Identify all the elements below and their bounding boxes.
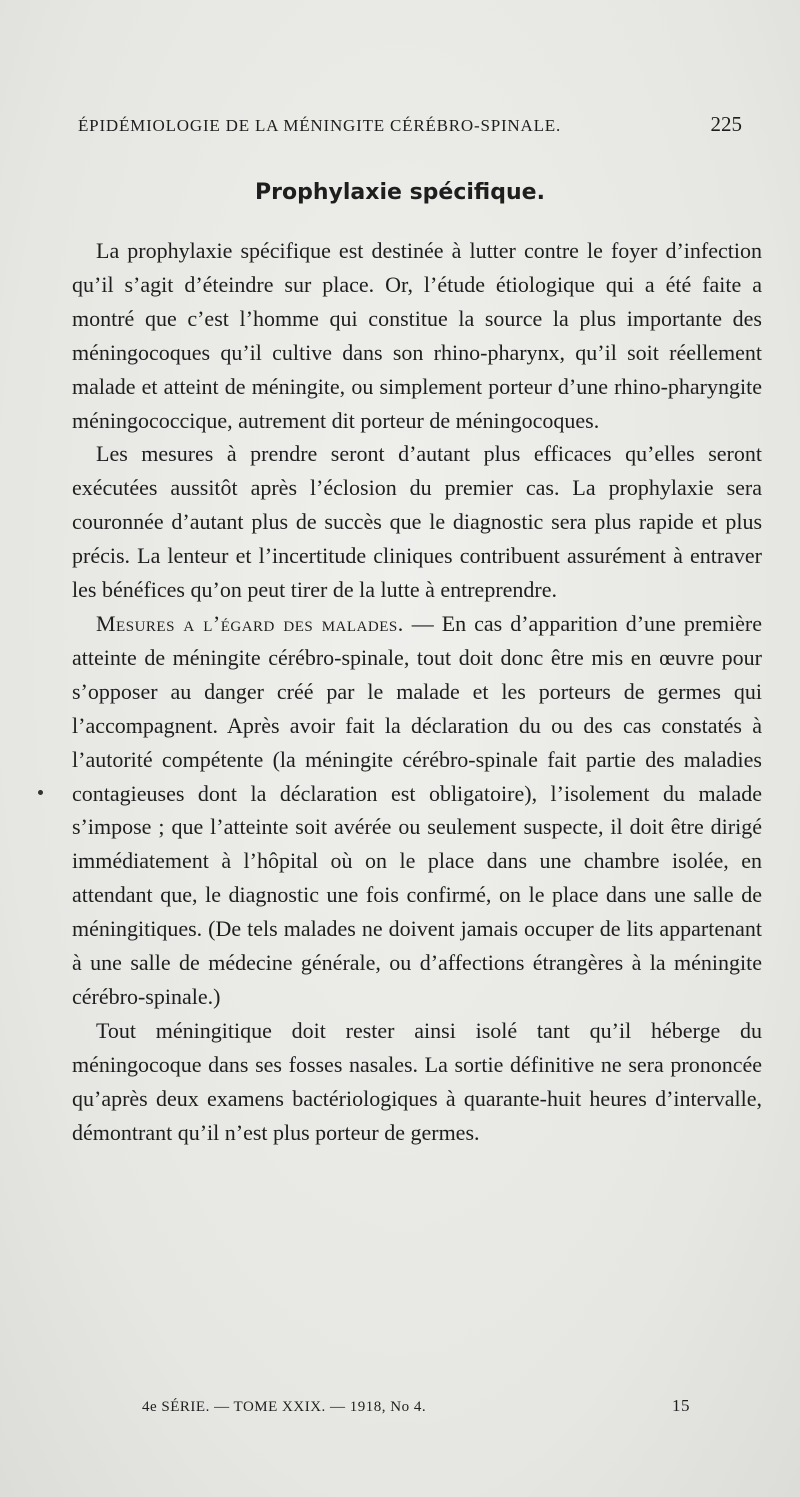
margin-dot bbox=[38, 790, 43, 795]
paragraph-3 bbox=[72, 607, 762, 1014]
paragraph-3-text: — En cas d’apparition d’une première atteinte de méningite cérébro-spinale, tout doit donc être mis en œuvre pour s’opposer au danger créé par le malade et les porteurs de germes qui l’accompagnent. Après avoir fait la déclaration du ou des cas constatés à l’autorité compétente (la méningite cérébro-spinale fait partie des maladies contagieuses dont la déclaration est obligatoire), l’isolement du malade s’impose ; que l’atteinte soit avérée ou seulement suspecte, il doit être dirigé immédiatement à l’hôpital où on le place dans une chambre isolée, en attendant que, le diagnostic une fois confirmé, on le place dans une salle de méningitiques. (De tels malades ne doivent jamais occuper de lits appartenant à une salle de médecine générale, ou d’affections étrangères à la méningite cérébro-spinale.) bbox=[72, 610, 762, 1009]
section-heading: Prophylaxie spécifique. bbox=[255, 180, 545, 205]
paragraph-3-lead: Mesures a l’égard des malades. bbox=[96, 610, 404, 636]
paragraph-2: Les mesures à prendre seront d’autant plus efficaces qu’elles seront exécutées aussitôt après l’éclosion du premier cas. La prophylaxie sera couronnée d’autant plus de succès que le diagnostic sera plus rapide et plus précis. La lenteur et l’incertitude cliniques contribuent assurément à entraver les bénéfices qu’on peut tirer de la lutte à entreprendre. bbox=[72, 441, 762, 603]
footer-signature: 4e SÉRIE. — TOME XXIX. — 1918, No 4. bbox=[142, 1399, 427, 1415]
page-footer bbox=[142, 1396, 690, 1416]
running-head-title: ÉPIDÉMIOLOGIE DE LA MÉNINGITE CÉRÉBRO-SPINALE. bbox=[78, 116, 562, 135]
page-number: 225 bbox=[710, 112, 742, 136]
footer-signature-number: 15 bbox=[672, 1396, 690, 1415]
body-text bbox=[72, 234, 762, 1149]
paragraph-1: La prophylaxie spécifique est destinée à lutter contre le foyer d’infection qu’il s’agit d’éteindre sur place. Or, l’étude étiologique qui a été faite a montré que c’est l’homme qui constitue la source la plus importante des méningocoques qu’il cultive dans son rhino-pharynx, qu’il soit réellement malade et atteint de méningite, ou simplement porteur d’une rhino-pharyngite méningococcique, autrement dit porteur de méningocoques. bbox=[72, 238, 762, 433]
paragraph-4: Tout méningitique doit rester ainsi isolé tant qu’il héberge du méningocoque dans ses fosses nasales. La sortie définitive ne sera prononcée qu’après deux examens bactériologiques à quarante-huit heures d’intervalle, démontrant qu’il n’est plus porteur de germes. bbox=[72, 1017, 762, 1145]
running-head bbox=[78, 112, 742, 137]
